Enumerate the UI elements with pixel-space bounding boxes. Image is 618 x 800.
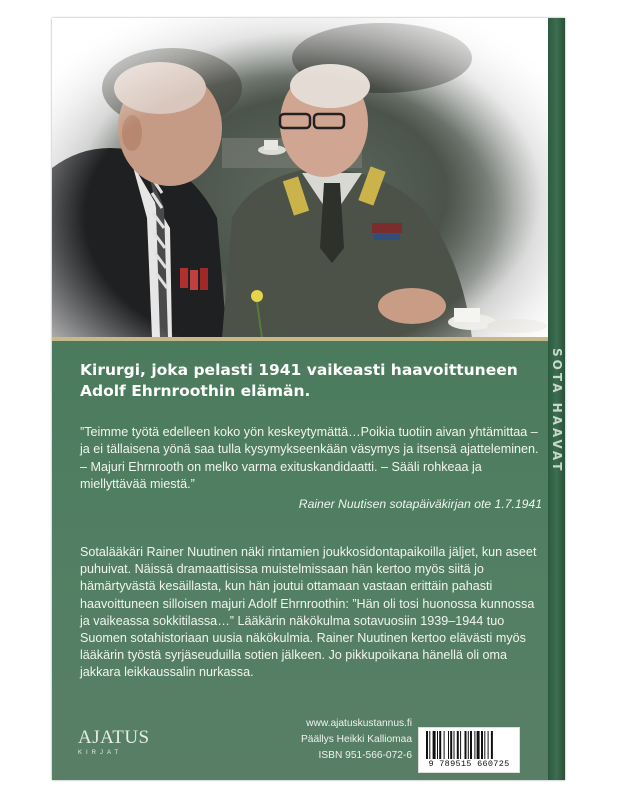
barcode-bar [465,731,467,759]
barcode-bar [448,731,449,759]
headline: Kirurgi, joka pelasti 1941 vaikeasti haavoittuneen Adolf Ehrnroothin elämän. [80,361,518,400]
barcode-bar [474,731,475,759]
barcode-bar [470,731,472,759]
publisher-name: AJATUS [78,727,150,748]
barcode-bar [481,731,483,759]
barcode-bar [460,731,461,759]
barcode-bar [484,731,485,759]
cover-design-credit: Päällys Heikki Kalliomaa [301,734,412,745]
isbn-barcode [418,727,520,773]
isbn-text: ISBN 951-566-072-6 [318,750,412,761]
barcode-bar [429,731,430,759]
diary-quote: ”Teimme työtä edelleen koko yön keskeytymättä…Poikia tuotiin aivan yhtämittaa – ja ei tällaisena yönä saa tulla kysymykseenkään väsymys ja itsensä ajatteleminen. – Majuri Ehrnrooth on melko varma exituskandidaatti. – Sääli rohkeaa ja miellyttävää miestä.” [80,425,539,492]
barcode-bar [437,731,438,759]
spine-title: SOTA HAAVAT [549,348,564,474]
website-text: www.ajatuskustannus.fi [306,718,412,729]
gold-divider [52,337,548,341]
barcode-bar [439,731,441,759]
publisher-subtitle: KIRJAT [78,750,123,756]
publisher-logo [78,728,150,756]
barcode-bar [433,731,436,759]
credits-block [270,716,412,764]
quote-attribution: Rainer Nuutisen sotapäiväkirjan ote 1.7.1941 [298,497,542,511]
barcode-digits: 9 789515 660725 [428,759,510,769]
barcode-bar [444,731,445,759]
barcode-bar [457,731,459,759]
blurb-text: Sotalääkäri Rainer Nuutinen näki rintamien joukkosidontapaikoilla jäljet, kun aseet puhuivat. Näissä dramaattisissa muistelmissaan hän kertoo myös siitä jo hämärtyvästä kesäillasta, kun hän joutui ottamaan vastaan erittäin pahasti haavoittuneen silloisen majuri Adolf Ehrnroothin: ”Hän oli tosi huonossa kunnossa ja vaikeassa sokkitilassa…” Lääkärin näkökulma sotavuosiin 1939–1944 tuo Suomen sotahistoriaan uusia näkökulmia. Rainer Nuutinen kertoo elävästi myös lääkärin työstä syrjäseuduilla sotien jälkeen. Jo pikkupoikana hänellä oli oma jakkara leikkaussalin nurkassa. [80,545,537,680]
barcode-bar [450,731,452,759]
photo-vignette [52,18,548,338]
barcode-bar [454,731,455,759]
barcode-bar [426,731,428,759]
barcode-bar [491,731,493,759]
barcode-bar [477,731,480,759]
cover-photo [52,18,548,338]
barcode-bar [488,731,489,759]
book-spine [548,18,565,780]
spine-title-area [548,348,565,728]
barcode-bars [426,731,514,759]
barcode-bar [468,731,469,759]
